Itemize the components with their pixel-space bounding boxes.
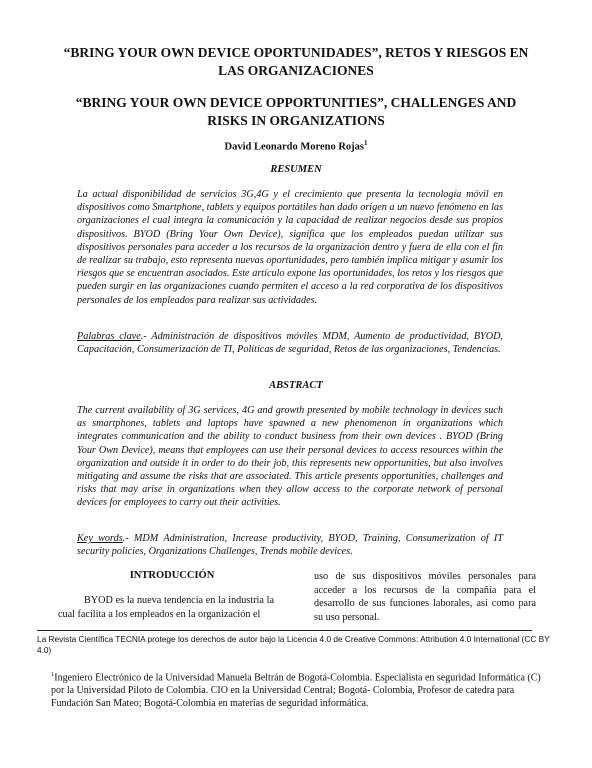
intro-col1-text: BYOD es la nueva tendencia en la industria la cual facilita a los empleados en la organización el	[58, 595, 274, 620]
key-words-label: Key words	[77, 533, 123, 544]
author-footnote	[51, 668, 541, 710]
abstract-heading: ABSTRACT	[269, 380, 323, 391]
key-words	[77, 532, 503, 558]
palabras-clave	[77, 330, 503, 356]
resumen-text: La actual disponibilidad de servicios 3G,4G y el crecimiento que presenta la tecnología móvil en dispositivos como Smartphone, tablets y equipos portátiles han dado origen a un nuevo fenómeno en las organizaciones el cual integra la comunicación y la capacidad de realizar negocios desde sus propios dispositivos. BYOD (Bring Your Own Device), significa que los empleados puedan utilizar sus dispositivos personales para acceder a los recursos de la organización dentro y fuera de ella con el fin de realizar su trabajo, esto representa nuevas oportunidades, pero también implica mitigar y asumir los riesgos que se encuentran asociados. Este artículo expone las oportunidades, los retos y los riesgos que pueden surgir en las organizaciones cuando permiten el acceso a la red corporativa de los dispositivos personales de los empleados para realizar sus actividades.	[77, 189, 503, 306]
palabras-clave-list: .- Administración de dispositivos móviles MDM, Aumento de productividad, BYOD, Capacitación, Consumerización de TI, Políticas de seguridad, Retos de las organizaciones, Tendencias.	[77, 331, 503, 356]
author-name: David Leonardo Moreno Rojas	[224, 141, 364, 153]
introduccion-heading: INTRODUCCIÓN	[129, 570, 215, 581]
footnote-divider	[37, 630, 532, 631]
author-line	[0, 139, 592, 153]
author-footnote-mark: 1	[364, 139, 368, 147]
footnote-mark: 1	[51, 671, 55, 678]
abstract-text: The current availability of 3G services, 4G and growth presented by mobile technology in devices such as smartphones, tablets and laptops have spawned a new phenomenon in organizations which integrates communication and the ability to conduct business from their own devices . BYOD (Bring Your Own Device), means that employees can use their personal devices to access resources within the organization and outside it in order to do their job, this represents new opportunities, but also involves mitigating and assume the risks that are associated. This article presents opportunities, challenges and risks that may arise in organizations when they allow access to the corporate network of personal devices for employees to carry out their activities.	[77, 405, 503, 509]
footnote-text: Ingeniero Electrónico de la Universidad Manuela Beltrán de Bogotá-Colombia. Especialista en seguridad Informática (C) por la Universidad Piloto de Colombia. CIO en la Universidad Central; Bogotá- Colombia, Profesor de catedra para Fundación San Mateo; Bogotá-Colombia en materias de seguridad informática.	[51, 672, 541, 710]
title-spanish: “BRING YOUR OWN DEVICE OPORTUNIDADES”, RETOS Y RIESGOS EN LAS ORGANIZACIONES	[63, 45, 529, 78]
intro-column-left	[58, 594, 274, 621]
title-english: “BRING YOUR OWN DEVICE OPPORTUNITIES”, CHALLENGES AND RISKS IN ORGANIZATIONS	[75, 95, 517, 128]
license-notice: La Revista Científica TECNIA protege los derechos de autor bajo la Licencia 4.0 de Creative Commons: Attribution 4.0 International (CC BY 4.0)	[37, 634, 550, 655]
resumen-heading: RESUMEN	[270, 164, 322, 175]
key-words-list: .- MDM Administration, Increase productivity, BYOD, Training, Consumerization of IT security policies, Organizations Challenges, Trends mobile devices.	[77, 533, 503, 558]
palabras-clave-label: Palabras clave	[77, 331, 141, 342]
intro-column-right: uso de sus dispositivos móviles personales para acceder a los recursos de la compañía para el desarrollo de sus funciones laborales, así como para su uso personal.	[314, 571, 536, 623]
